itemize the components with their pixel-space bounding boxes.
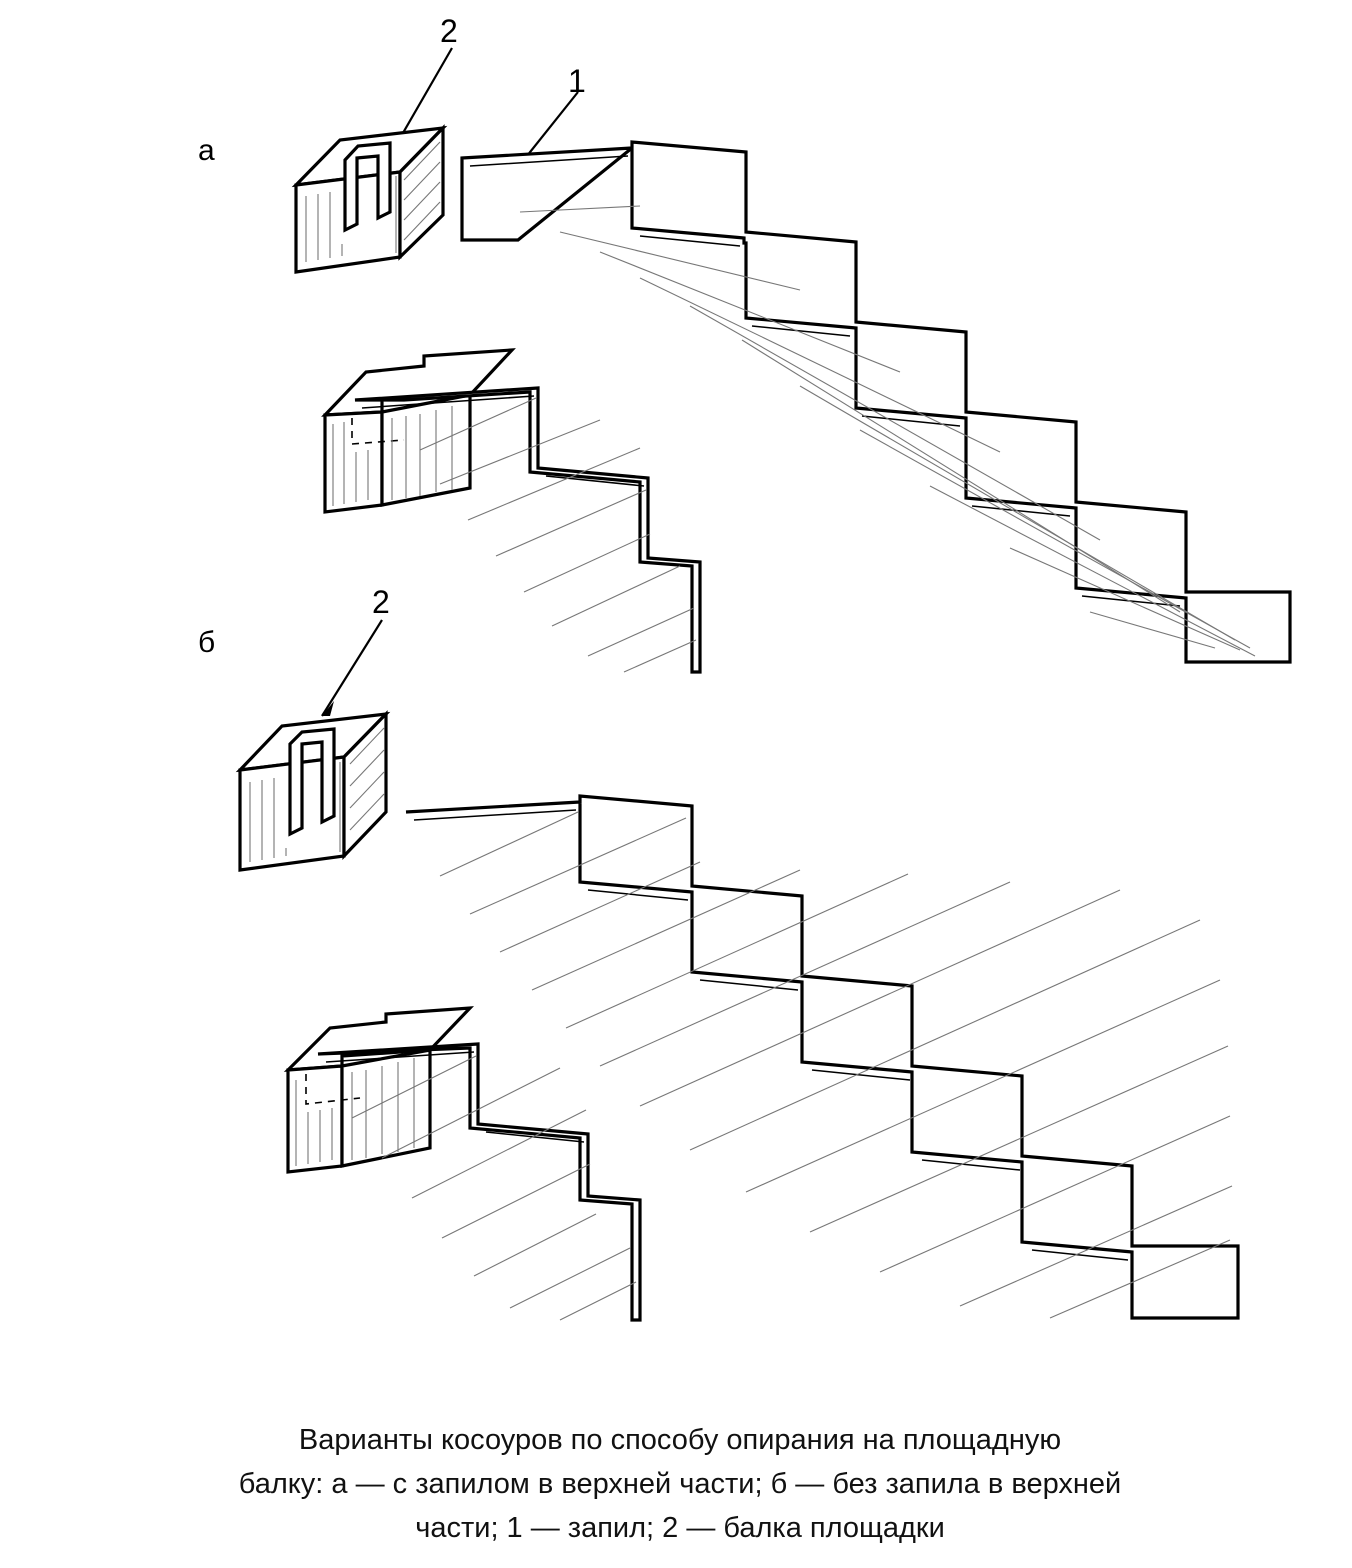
- caption-line-1: Варианты косоуров по способу опирания на площадную: [298, 1424, 1062, 1456]
- caption-line-2: балку: а — с запилом в верхней части; б — без запила в верхней: [238, 1468, 1122, 1500]
- figure-caption: [100, 1418, 1260, 1550]
- callout-2-bottom-label: 2: [372, 584, 390, 620]
- stringer-a-main: [462, 142, 1290, 662]
- variant-b-label: б: [198, 626, 216, 659]
- callout-1-label: 1: [568, 63, 586, 99]
- stringer-b-main: [406, 796, 1238, 1318]
- landing-beam-a: [296, 128, 443, 272]
- callout-2-bottom-leader: [322, 620, 382, 716]
- joint-detail-a: [325, 350, 700, 672]
- variant-a-label: а: [198, 134, 215, 167]
- joint-detail-b: [288, 1008, 640, 1320]
- callout-2-top-label: 2: [440, 13, 458, 49]
- caption-line-3: части; 1 — запил; 2 — балка площадки: [415, 1512, 945, 1544]
- landing-beam-b: [240, 714, 386, 870]
